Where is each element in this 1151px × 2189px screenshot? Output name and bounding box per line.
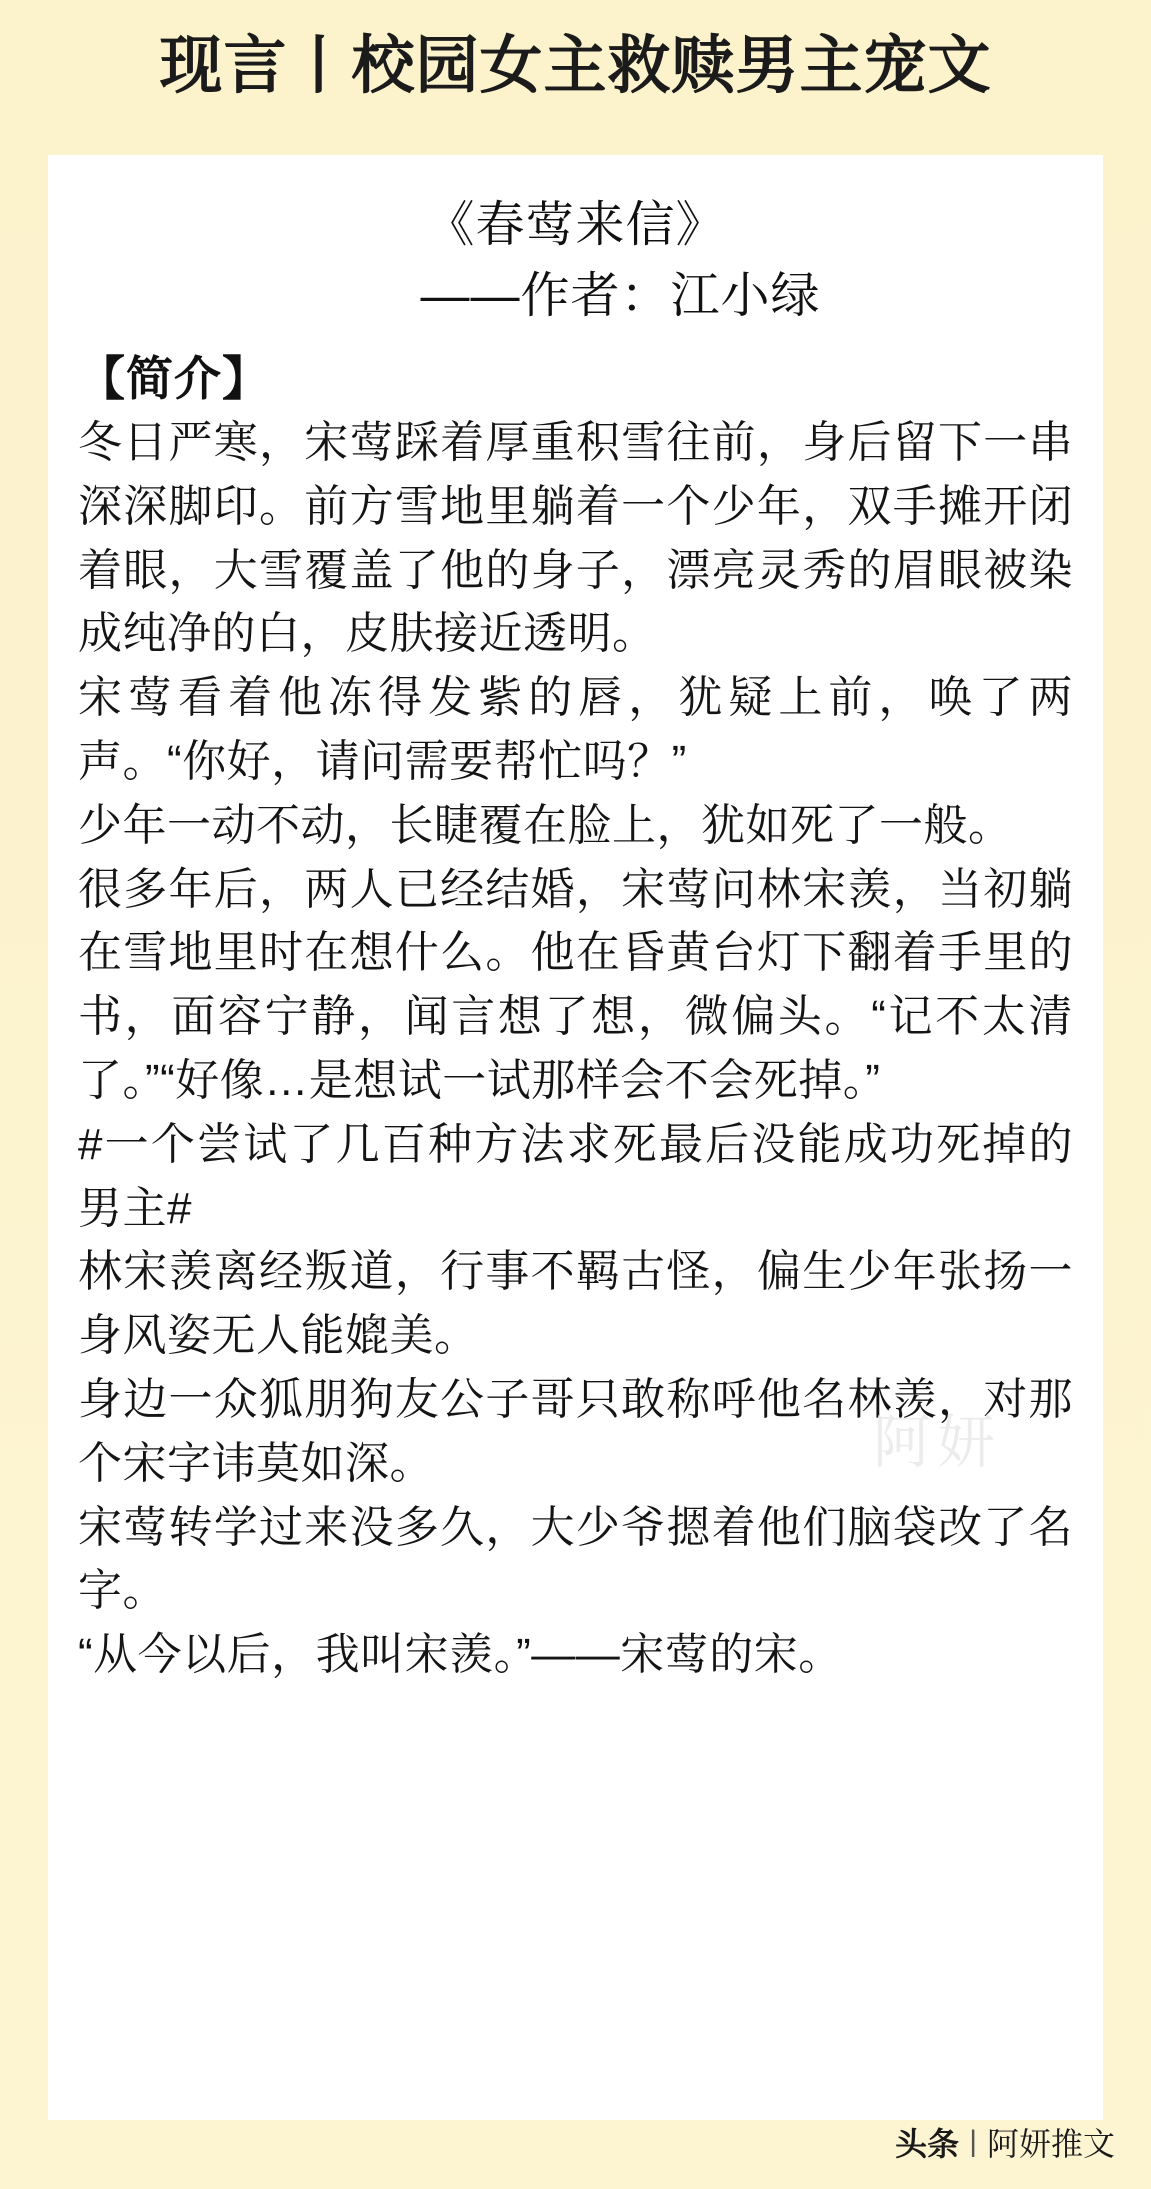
- paragraph: #一个尝试了几百种方法求死最后没能成功死掉的男主#: [78, 1119, 1073, 1233]
- novel-author: ——作者：江小绿: [420, 268, 821, 323]
- paragraph: 冬日严寒，宋莺踩着厚重积雪往前，身后留下一串深深脚印。前方雪地里躺着一个少年，双手摊开闭着眼，大雪覆盖了他的身子，漂亮灵秀的眉眼被染成纯净的白，皮肤接近透明。: [78, 418, 1073, 659]
- paragraph: 少年一动不动，长睫覆在脸上，犹如死了一般。: [78, 800, 1013, 850]
- novel-title-block: [78, 193, 1073, 328]
- paragraph: “从今以后，我叫宋羡。”——宋莺的宋。: [78, 1630, 843, 1680]
- paragraph: 身边一众狐朋狗友公子哥只敢称呼他名林羡，对那个宋字讳莫如深。: [78, 1375, 1073, 1488]
- paragraph: 林宋羡离经叛道，行事不羁古怪，偏生少年张扬一身风姿无人能媲美。: [78, 1247, 1073, 1361]
- footer-credit: [895, 2119, 1115, 2165]
- footer-author: 阿妍推文: [986, 2126, 1115, 2162]
- paragraph: 宋莺转学过来没多久，大少爷摁着他们脑袋改了名字。: [78, 1502, 1073, 1616]
- section-heading: 【简介】: [78, 352, 270, 406]
- platform-label: 头条: [895, 2126, 960, 2162]
- content-card: [48, 155, 1103, 2120]
- paragraph: 很多年后，两人已经结婚，宋莺问林宋羡，当初躺在雪地里时在想什么。他在昏黄台灯下翻着手里的书，面容宁静，闻言想了想，微偏头。“记不太清了。”“好像…是想试一试那样会不会死掉。”: [78, 864, 1073, 1106]
- novel-title: 《春莺来信》: [425, 198, 726, 252]
- watermark: 阿妍: [872, 1410, 1001, 1475]
- synopsis-body: [78, 411, 1073, 1687]
- paragraph: 宋莺看着他冻得发紫的唇，犹疑上前，唤了两声。“你好，请问需要帮忙吗？”: [78, 673, 1073, 787]
- separator: |: [969, 2125, 977, 2158]
- banner-title: 现言丨校园女主救赎男主宠文: [159, 31, 992, 101]
